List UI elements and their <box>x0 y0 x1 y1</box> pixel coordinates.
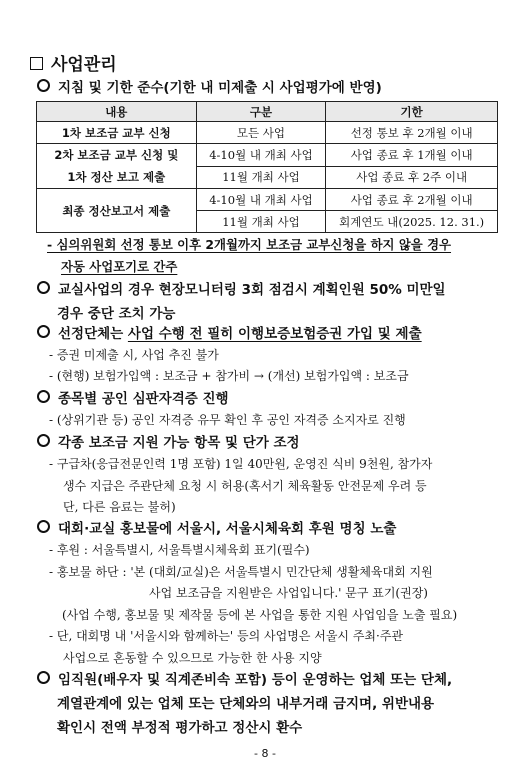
bullet-insurance: 선정단체는 사업 수행 전 필히 이행보증보험증권 가입 및 제출 <box>37 322 422 346</box>
table-header-row <box>37 102 498 122</box>
referee-cert-detail: - (상위기관 등) 공인 자격증 유무 확인 후 공인 자격증 소지자로 진행 <box>49 413 406 427</box>
bullet-referee-cert: 종목별 공인 심판자격증 진행 <box>37 387 229 411</box>
header-deadline: 기한 <box>326 102 498 122</box>
table-row: 11월 개최 사업 사업 종료 후 2주 이내 <box>37 166 498 189</box>
circle-bullet-icon <box>37 520 50 533</box>
circle-bullet-icon <box>37 79 50 92</box>
bullet-monitoring: 교실사업의 경우 현장모니터링 3회 점검시 계획인원 50% 미만일 경우 중단 조치 가능 <box>37 278 446 326</box>
circle-bullet-icon <box>37 325 50 338</box>
circle-bullet-icon <box>37 434 50 447</box>
table-row: 1차 보조금 교부 신청 모든 사업 선정 통보 후 2개월 이내 <box>37 122 498 144</box>
bullet-subsidy-items: 각종 보조금 지원 가능 항목 및 단가 조정 <box>37 431 300 455</box>
note-forfeit: - 심의위원회 선정 통보 이후 2개월까지 보조금 교부신청을 하지 않을 경우 자동 사업포기로 간주 <box>47 237 452 274</box>
section-heading: 사업관리 <box>30 50 117 75</box>
header-content: 내용 <box>37 102 197 122</box>
table-row: 2차 보조금 교부 신청 및 1차 정산 보고 제출 4-10월 내 개최 사업 사업 종료 후 1개월 이내 <box>37 144 498 167</box>
insurance-detail: - 증권 미제출 시, 사업 추진 불가 - (현행) 보험가입액 : 보조금 + 참가비 → (개선) 보험가입액 : 보조금 <box>49 348 409 383</box>
circle-bullet-icon <box>37 671 50 684</box>
header-division: 구분 <box>196 102 326 122</box>
sponsor-exposure-detail: - 후원 : 서울특별시, 서울특별시체육회 표기(필수) - 홍보물 하단 : '본 (대회/교실)은 서울특별시 민간단체 생활체육대회 지원 사업 보조금을 지원받은 사업입니다.' 문구 표기(권장) (사업 수행, 홍보물 및 제작물 등에 본 사업을 통한 지원 사업임을 노출 필요) - 단, 대회명 내 '서울시와 함께하는' 등의 사업명은 서울시 주최·주관 사업으로 혼동할 수 있으므로 가능한 한 사용 지양 <box>49 543 458 665</box>
table-row: 11월 개최 사업 회계연도 내(2025. 12. 31.) <box>37 211 498 233</box>
subsidy-items-detail: - 구급차(응급전문인력 1명 포함) 1일 40만원, 운영진 식비 9천원, 참가자 생수 지급은 주관단체 요청 시 허용(혹서기 체육활동 안전문제 우려 등 단, 다른 음료는 불허) <box>49 457 433 514</box>
deadline-table <box>36 101 498 233</box>
table-row: 최종 정산보고서 제출 4-10월 내 개최 사업 사업 종료 후 2개월 이내 <box>37 189 498 211</box>
circle-bullet-icon <box>37 281 50 294</box>
circle-bullet-icon <box>37 390 50 403</box>
page-number: - 8 - <box>254 747 276 760</box>
square-icon <box>30 57 43 70</box>
bullet-internal-transactions: 임직원(배우자 및 직계존비속 포함) 등이 운영하는 업체 또는 단체, 계열관계에 있는 업체 또는 단체와의 내부거래 금지며, 위반내용 확인시 전액 부정적 평가하고 정산시 환수 <box>37 668 452 740</box>
bullet-sponsor-exposure: 대회·교실 홍보물에 서울시, 서울시체육회 후원 명칭 노출 <box>37 517 396 541</box>
bullet-deadline-compliance: 지침 및 기한 준수(기한 내 미제출 시 사업평가에 반영) <box>37 76 382 100</box>
